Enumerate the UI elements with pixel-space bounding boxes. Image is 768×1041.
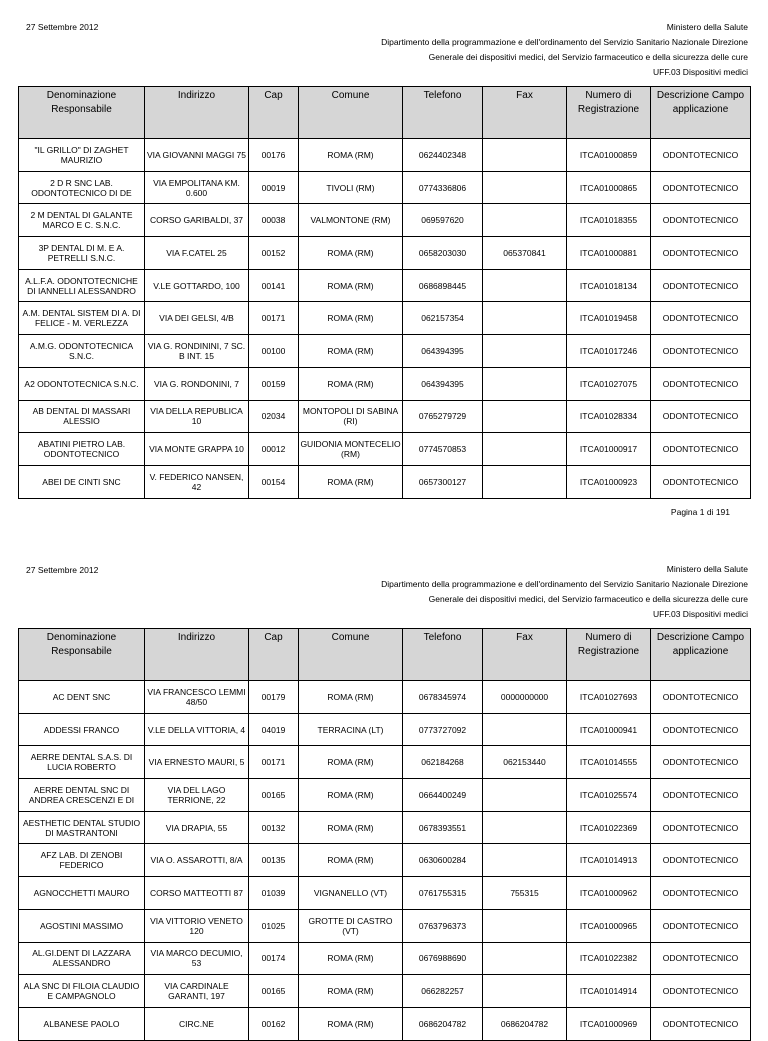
cell-cap: 00135 bbox=[249, 844, 299, 877]
cell-numero-registrazione: ITCA01000962 bbox=[567, 877, 651, 910]
cell-cap: 01039 bbox=[249, 877, 299, 910]
cell-telefono: 0686898445 bbox=[403, 269, 483, 302]
cell-indirizzo: CORSO GARIBALDI, 37 bbox=[145, 204, 249, 237]
table-row bbox=[19, 746, 751, 779]
cell-denominazione: "IL GRILLO" DI ZAGHET MAURIZIO bbox=[19, 139, 145, 172]
cell-denominazione: ADDESSI FRANCO bbox=[19, 713, 145, 746]
cell-fax bbox=[483, 909, 567, 942]
cell-indirizzo: VIA CARDINALE GARANTI, 197 bbox=[145, 975, 249, 1008]
cell-comune: GROTTE DI CASTRO (VT) bbox=[299, 909, 403, 942]
cell-comune: ROMA (RM) bbox=[299, 975, 403, 1008]
cell-cap: 04019 bbox=[249, 713, 299, 746]
cell-telefono: 0624402348 bbox=[403, 139, 483, 172]
cell-cap: 00100 bbox=[249, 335, 299, 368]
cell-denominazione: A2 ODONTOTECNICA S.N.C. bbox=[19, 367, 145, 400]
table-row bbox=[19, 269, 751, 302]
cell-descrizione: ODONTOTECNICO bbox=[651, 779, 751, 812]
cell-descrizione: ODONTOTECNICO bbox=[651, 942, 751, 975]
cell-comune: ROMA (RM) bbox=[299, 811, 403, 844]
cell-descrizione: ODONTOTECNICO bbox=[651, 335, 751, 368]
cell-comune: ROMA (RM) bbox=[299, 302, 403, 335]
cell-telefono: 0678345974 bbox=[403, 681, 483, 714]
cell-fax bbox=[483, 942, 567, 975]
column-header-indirizzo: Indirizzo bbox=[145, 87, 249, 139]
cell-denominazione: ALA SNC DI FILOIA CLAUDIO E CAMPAGNOLO bbox=[19, 975, 145, 1008]
cell-telefono: 0678393551 bbox=[403, 811, 483, 844]
cell-numero-registrazione: ITCA01014914 bbox=[567, 975, 651, 1008]
cell-denominazione: A.M. DENTAL SISTEM DI A. DI FELICE - M. VERLEZZA bbox=[19, 302, 145, 335]
cell-cap: 00165 bbox=[249, 779, 299, 812]
column-header-denominazione: Denominazione Responsabile bbox=[19, 629, 145, 681]
header-line: UFF.03 Dispositivi medici bbox=[653, 67, 748, 77]
cell-fax bbox=[483, 335, 567, 368]
cell-fax: 065370841 bbox=[483, 237, 567, 270]
cell-fax bbox=[483, 139, 567, 172]
cell-denominazione: ALBANESE PAOLO bbox=[19, 1007, 145, 1040]
cell-comune: VIGNANELLO (VT) bbox=[299, 877, 403, 910]
table-row bbox=[19, 942, 751, 975]
cell-telefono: 062157354 bbox=[403, 302, 483, 335]
cell-indirizzo: VIA DEI GELSI, 4/B bbox=[145, 302, 249, 335]
cell-numero-registrazione: ITCA01022382 bbox=[567, 942, 651, 975]
cell-fax: 755315 bbox=[483, 877, 567, 910]
cell-telefono: 0763796373 bbox=[403, 909, 483, 942]
cell-numero-registrazione: ITCA01000941 bbox=[567, 713, 651, 746]
cell-descrizione: ODONTOTECNICO bbox=[651, 269, 751, 302]
cell-fax bbox=[483, 367, 567, 400]
cell-fax bbox=[483, 302, 567, 335]
cell-numero-registrazione: ITCA01000917 bbox=[567, 433, 651, 466]
cell-indirizzo: VIA MARCO DECUMIO, 53 bbox=[145, 942, 249, 975]
cell-denominazione: A.M.G. ODONTOTECNICA S.N.C. bbox=[19, 335, 145, 368]
header-line: Ministero della Salute bbox=[666, 22, 748, 32]
table-body bbox=[19, 139, 751, 499]
page-footer: Pagina 1 di 191 bbox=[670, 507, 730, 517]
cell-descrizione: ODONTOTECNICO bbox=[651, 844, 751, 877]
cell-indirizzo: VIA VITTORIO VENETO 120 bbox=[145, 909, 249, 942]
cell-indirizzo: VIA O. ASSAROTTI, 8/A bbox=[145, 844, 249, 877]
cell-denominazione: ABEI DE CINTI SNC bbox=[19, 465, 145, 498]
cell-comune: ROMA (RM) bbox=[299, 844, 403, 877]
cell-cap: 00165 bbox=[249, 975, 299, 1008]
cell-denominazione: AGNOCCHETTI MAURO bbox=[19, 877, 145, 910]
cell-comune: ROMA (RM) bbox=[299, 465, 403, 498]
cell-indirizzo: VIA DEL LAGO TERRIONE, 22 bbox=[145, 779, 249, 812]
table-row bbox=[19, 811, 751, 844]
cell-indirizzo: VIA MONTE GRAPPA 10 bbox=[145, 433, 249, 466]
cell-fax: 0000000000 bbox=[483, 681, 567, 714]
cell-telefono: 0773727092 bbox=[403, 713, 483, 746]
cell-telefono: 062184268 bbox=[403, 746, 483, 779]
cell-cap: 00162 bbox=[249, 1007, 299, 1040]
cell-numero-registrazione: ITCA01022369 bbox=[567, 811, 651, 844]
cell-telefono: 0774336806 bbox=[403, 171, 483, 204]
table-row bbox=[19, 335, 751, 368]
column-header-denominazione: Denominazione Responsabile bbox=[19, 87, 145, 139]
column-header-indirizzo: Indirizzo bbox=[145, 629, 249, 681]
cell-comune: ROMA (RM) bbox=[299, 1007, 403, 1040]
cell-comune: TERRACINA (LT) bbox=[299, 713, 403, 746]
header-date: 27 Settembre 2012 bbox=[26, 565, 99, 575]
table-row bbox=[19, 877, 751, 910]
cell-telefono: 064394395 bbox=[403, 367, 483, 400]
registry-table bbox=[18, 86, 751, 499]
header-line: Dipartimento della programmazione e dell'ordinamento del Servizio Sanitario Nazionale Direzione bbox=[381, 37, 748, 47]
header-ministry-block bbox=[381, 562, 748, 622]
cell-denominazione: AERRE DENTAL S.A.S. DI LUCIA ROBERTO bbox=[19, 746, 145, 779]
header-line: UFF.03 Dispositivi medici bbox=[653, 609, 748, 619]
table-header-row bbox=[19, 87, 751, 139]
cell-fax bbox=[483, 400, 567, 433]
cell-numero-registrazione: ITCA01027693 bbox=[567, 681, 651, 714]
table-row bbox=[19, 713, 751, 746]
cell-cap: 00019 bbox=[249, 171, 299, 204]
cell-denominazione: 3P DENTAL DI M. E A. PETRELLI S.N.C. bbox=[19, 237, 145, 270]
header-date: 27 Settembre 2012 bbox=[26, 22, 99, 32]
cell-comune: MONTOPOLI DI SABINA (RI) bbox=[299, 400, 403, 433]
cell-comune: ROMA (RM) bbox=[299, 746, 403, 779]
cell-fax: 062153440 bbox=[483, 746, 567, 779]
cell-numero-registrazione: ITCA01018355 bbox=[567, 204, 651, 237]
cell-fax bbox=[483, 975, 567, 1008]
column-header-cap: Cap bbox=[249, 629, 299, 681]
cell-indirizzo: CIRC.NE bbox=[145, 1007, 249, 1040]
column-header-fax: Fax bbox=[483, 87, 567, 139]
cell-cap: 00171 bbox=[249, 746, 299, 779]
table-row bbox=[19, 367, 751, 400]
cell-cap: 00038 bbox=[249, 204, 299, 237]
cell-denominazione: AESTHETIC DENTAL STUDIO DI MASTRANTONI bbox=[19, 811, 145, 844]
cell-comune: ROMA (RM) bbox=[299, 779, 403, 812]
cell-fax bbox=[483, 465, 567, 498]
cell-numero-registrazione: ITCA01018134 bbox=[567, 269, 651, 302]
cell-cap: 00141 bbox=[249, 269, 299, 302]
cell-numero-registrazione: ITCA01000969 bbox=[567, 1007, 651, 1040]
cell-descrizione: ODONTOTECNICO bbox=[651, 400, 751, 433]
column-header-comune: Comune bbox=[299, 629, 403, 681]
cell-comune: ROMA (RM) bbox=[299, 237, 403, 270]
cell-denominazione: AERRE DENTAL SNC DI ANDREA CRESCENZI E DI bbox=[19, 779, 145, 812]
cell-denominazione: 2 M DENTAL DI GALANTE MARCO E C. S.N.C. bbox=[19, 204, 145, 237]
cell-cap: 00179 bbox=[249, 681, 299, 714]
cell-numero-registrazione: ITCA01014913 bbox=[567, 844, 651, 877]
table-row bbox=[19, 171, 751, 204]
cell-telefono: 0676988690 bbox=[403, 942, 483, 975]
cell-denominazione: AC DENT SNC bbox=[19, 681, 145, 714]
cell-cap: 00012 bbox=[249, 433, 299, 466]
cell-descrizione: ODONTOTECNICO bbox=[651, 433, 751, 466]
table-body bbox=[19, 681, 751, 1041]
cell-cap: 01025 bbox=[249, 909, 299, 942]
table-header-row bbox=[19, 629, 751, 681]
cell-numero-registrazione: ITCA01000865 bbox=[567, 171, 651, 204]
cell-telefono: 0664400249 bbox=[403, 779, 483, 812]
cell-numero-registrazione: ITCA01000965 bbox=[567, 909, 651, 942]
table-row bbox=[19, 844, 751, 877]
cell-cap: 00171 bbox=[249, 302, 299, 335]
cell-fax bbox=[483, 844, 567, 877]
cell-indirizzo: VIA G. RONDONINI, 7 bbox=[145, 367, 249, 400]
cell-telefono: 064394395 bbox=[403, 335, 483, 368]
cell-numero-registrazione: ITCA01000923 bbox=[567, 465, 651, 498]
cell-descrizione: ODONTOTECNICO bbox=[651, 681, 751, 714]
cell-telefono: 069597620 bbox=[403, 204, 483, 237]
cell-comune: ROMA (RM) bbox=[299, 335, 403, 368]
cell-numero-registrazione: ITCA01017246 bbox=[567, 335, 651, 368]
cell-fax bbox=[483, 204, 567, 237]
cell-fax bbox=[483, 713, 567, 746]
cell-descrizione: ODONTOTECNICO bbox=[651, 465, 751, 498]
cell-descrizione: ODONTOTECNICO bbox=[651, 811, 751, 844]
header-line: Dipartimento della programmazione e dell'ordinamento del Servizio Sanitario Nazionale Direzione bbox=[381, 579, 748, 589]
cell-denominazione: A.L.F.A. ODONTOTECNICHE DI IANNELLI ALESSANDRO bbox=[19, 269, 145, 302]
cell-telefono: 0761755315 bbox=[403, 877, 483, 910]
cell-descrizione: ODONTOTECNICO bbox=[651, 1007, 751, 1040]
cell-numero-registrazione: ITCA01000859 bbox=[567, 139, 651, 172]
table-row bbox=[19, 975, 751, 1008]
cell-indirizzo: VIA DELLA REPUBLICA 10 bbox=[145, 400, 249, 433]
cell-denominazione: AGOSTINI MASSIMO bbox=[19, 909, 145, 942]
cell-comune: VALMONTONE (RM) bbox=[299, 204, 403, 237]
cell-descrizione: ODONTOTECNICO bbox=[651, 171, 751, 204]
cell-fax bbox=[483, 811, 567, 844]
column-header-telefono: Telefono bbox=[403, 87, 483, 139]
cell-numero-registrazione: ITCA01027075 bbox=[567, 367, 651, 400]
cell-telefono: 0765279729 bbox=[403, 400, 483, 433]
cell-descrizione: ODONTOTECNICO bbox=[651, 139, 751, 172]
cell-cap: 00176 bbox=[249, 139, 299, 172]
cell-indirizzo: V. FEDERICO NANSEN, 42 bbox=[145, 465, 249, 498]
cell-numero-registrazione: ITCA01000881 bbox=[567, 237, 651, 270]
cell-comune: ROMA (RM) bbox=[299, 942, 403, 975]
cell-descrizione: ODONTOTECNICO bbox=[651, 237, 751, 270]
column-header-telefono: Telefono bbox=[403, 629, 483, 681]
cell-denominazione: 2 D R SNC LAB. ODONTOTECNICO DI DE bbox=[19, 171, 145, 204]
table-row bbox=[19, 237, 751, 270]
cell-numero-registrazione: ITCA01019458 bbox=[567, 302, 651, 335]
table-row bbox=[19, 139, 751, 172]
cell-fax bbox=[483, 171, 567, 204]
cell-cap: 00154 bbox=[249, 465, 299, 498]
cell-fax: 0686204782 bbox=[483, 1007, 567, 1040]
cell-descrizione: ODONTOTECNICO bbox=[651, 877, 751, 910]
cell-telefono: 0657300127 bbox=[403, 465, 483, 498]
table-row bbox=[19, 909, 751, 942]
cell-comune: GUIDONIA MONTECELIO (RM) bbox=[299, 433, 403, 466]
cell-numero-registrazione: ITCA01014555 bbox=[567, 746, 651, 779]
cell-fax bbox=[483, 779, 567, 812]
cell-denominazione: AFZ LAB. DI ZENOBI FEDERICO bbox=[19, 844, 145, 877]
cell-fax bbox=[483, 269, 567, 302]
table-row bbox=[19, 433, 751, 466]
table-row bbox=[19, 204, 751, 237]
cell-indirizzo: VIA G. RONDININI, 7 SC. B INT. 15 bbox=[145, 335, 249, 368]
cell-descrizione: ODONTOTECNICO bbox=[651, 746, 751, 779]
cell-indirizzo: VIA EMPOLITANA KM. 0.600 bbox=[145, 171, 249, 204]
cell-indirizzo: VIA DRAPIA, 55 bbox=[145, 811, 249, 844]
cell-descrizione: ODONTOTECNICO bbox=[651, 909, 751, 942]
table-row bbox=[19, 302, 751, 335]
cell-descrizione: ODONTOTECNICO bbox=[651, 713, 751, 746]
cell-telefono: 0658203030 bbox=[403, 237, 483, 270]
table-row bbox=[19, 465, 751, 498]
cell-comune: ROMA (RM) bbox=[299, 139, 403, 172]
cell-cap: 00132 bbox=[249, 811, 299, 844]
cell-telefono: 0774570853 bbox=[403, 433, 483, 466]
cell-cap: 00159 bbox=[249, 367, 299, 400]
cell-indirizzo: VIA F.CATEL 25 bbox=[145, 237, 249, 270]
cell-telefono: 0630600284 bbox=[403, 844, 483, 877]
cell-indirizzo: V.LE DELLA VITTORIA, 4 bbox=[145, 713, 249, 746]
table-row bbox=[19, 400, 751, 433]
cell-comune: ROMA (RM) bbox=[299, 681, 403, 714]
cell-cap: 00174 bbox=[249, 942, 299, 975]
column-header-fax: Fax bbox=[483, 629, 567, 681]
cell-descrizione: ODONTOTECNICO bbox=[651, 302, 751, 335]
column-header-descrizione: Descrizione Campo applicazione bbox=[651, 87, 751, 139]
table-row bbox=[19, 779, 751, 812]
header-line: Ministero della Salute bbox=[666, 564, 748, 574]
cell-indirizzo: VIA FRANCESCO LEMMI 48/50 bbox=[145, 681, 249, 714]
cell-descrizione: ODONTOTECNICO bbox=[651, 975, 751, 1008]
cell-cap: 00152 bbox=[249, 237, 299, 270]
cell-cap: 02034 bbox=[249, 400, 299, 433]
column-header-comune: Comune bbox=[299, 87, 403, 139]
cell-denominazione: AL.GI.DENT DI LAZZARA ALESSANDRO bbox=[19, 942, 145, 975]
cell-comune: ROMA (RM) bbox=[299, 269, 403, 302]
cell-descrizione: ODONTOTECNICO bbox=[651, 367, 751, 400]
cell-numero-registrazione: ITCA01025574 bbox=[567, 779, 651, 812]
column-header-numero-registrazione: Numero di Registrazione bbox=[567, 87, 651, 139]
cell-denominazione: AB DENTAL DI MASSARI ALESSIO bbox=[19, 400, 145, 433]
cell-numero-registrazione: ITCA01028334 bbox=[567, 400, 651, 433]
table-row bbox=[19, 681, 751, 714]
column-header-descrizione: Descrizione Campo applicazione bbox=[651, 629, 751, 681]
cell-indirizzo: VIA ERNESTO MAURI, 5 bbox=[145, 746, 249, 779]
cell-comune: TIVOLI (RM) bbox=[299, 171, 403, 204]
header-line: Generale dei dispositivi medici, del Servizio farmaceutico e della sicurezza delle cure bbox=[428, 52, 748, 62]
cell-indirizzo: V.LE GOTTARDO, 100 bbox=[145, 269, 249, 302]
cell-indirizzo: CORSO MATTEOTTI 87 bbox=[145, 877, 249, 910]
cell-indirizzo: VIA GIOVANNI MAGGI 75 bbox=[145, 139, 249, 172]
registry-table bbox=[18, 628, 751, 1041]
header-line: Generale dei dispositivi medici, del Servizio farmaceutico e della sicurezza delle cure bbox=[428, 594, 748, 604]
cell-telefono: 0686204782 bbox=[403, 1007, 483, 1040]
cell-comune: ROMA (RM) bbox=[299, 367, 403, 400]
cell-telefono: 066282257 bbox=[403, 975, 483, 1008]
header-ministry-block bbox=[381, 20, 748, 80]
column-header-numero-registrazione: Numero di Registrazione bbox=[567, 629, 651, 681]
cell-fax bbox=[483, 433, 567, 466]
cell-descrizione: ODONTOTECNICO bbox=[651, 204, 751, 237]
column-header-cap: Cap bbox=[249, 87, 299, 139]
cell-denominazione: ABATINI PIETRO LAB. ODONTOTECNICO bbox=[19, 433, 145, 466]
